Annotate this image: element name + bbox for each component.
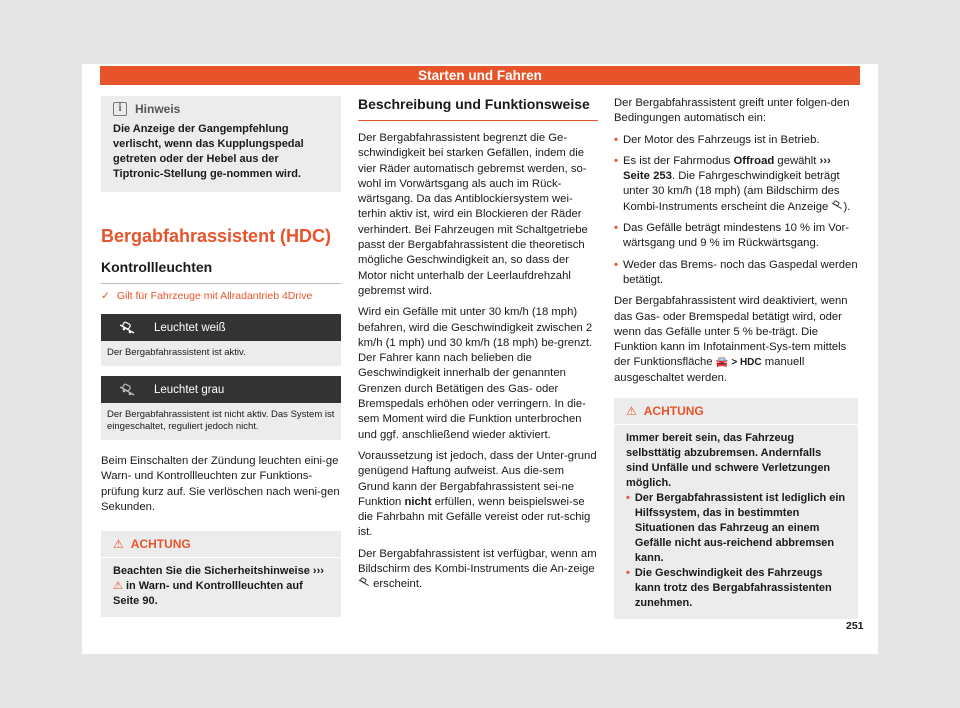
column-right — [614, 96, 858, 619]
checkmark-icon: ✓ — [101, 290, 110, 302]
column-left — [101, 96, 341, 617]
warning-intro: Immer bereit sein, das Fahrzeug selbsttätig abzubremsen. Andernfalls sind Unfälle und schwere Verletzungen möglich. — [626, 432, 831, 490]
list-item: • Der Motor des Fahrzeugs ist in Betrieb. — [614, 133, 820, 146]
deactivation-paragraph: Der Bergabfahrassistent wird deaktiviert, wenn das Gas- oder Bremspedal betätigt wird, oder wenn das Gefälle unter 5 % be-trägt. Die Funktion kann im Infotainment-Sys-tem mittels der Funktionsfläche 🚘 > HDC manuell ausgeschaltet werden. — [614, 295, 848, 384]
ignition-paragraph: Beim Einschalten der Zündung leuchten eini-ge Warn- und Kontrollleuchten zur Funktions-prüfung kurz auf. Sie verlöschen nach weni-gen Sekunden. — [101, 455, 340, 513]
note-text: Die Anzeige der Gangempfehlung verlischt, wenn das Kupplungspedal getreten oder der Hebel aus der Tiptronic-Stellung ge-nommen wird. — [113, 123, 304, 180]
warning-title: ACHTUNG — [130, 537, 191, 552]
lamp-white — [101, 314, 341, 366]
lamp-white-text: Der Bergabfahrassistent ist aktiv. — [101, 341, 341, 366]
list-item: • Es ist der Fahrmodus Offroad gewählt ››› Seite 253. Die Fahrgeschwindigkeit beträgt unter 30 km/h (18 mph) (am Bildschirm des Kombi-Instruments erscheint die Anzeige ). — [614, 154, 851, 213]
note-box — [101, 96, 341, 192]
lamp-grey-text: Der Bergabfahrassistent ist nicht aktiv. Das System ist eingeschaltet, reguliert jedoch nicht. — [101, 403, 341, 440]
chapter-header: Starten und Fahren — [100, 66, 860, 85]
warning-triangle-icon: ⚠ — [626, 404, 637, 419]
warning-triangle-icon: ⚠ — [113, 580, 123, 593]
page-number: 251 — [846, 620, 864, 632]
menu-path: > HDC — [731, 357, 762, 369]
hill-descent-icon — [119, 383, 136, 397]
list-item: • Die Geschwindigkeit des Fahrzeugs kann trotz des Bergabfahrassistenten zunehmen. — [626, 567, 832, 610]
note-title: Hinweis — [135, 102, 181, 116]
subsection-title: Kontrollleuchten — [101, 259, 341, 284]
conditions-intro: Der Bergabfahrassistent greift unter folgen-den Bedingungen automatisch ein: — [614, 97, 850, 125]
hill-descent-icon — [358, 577, 370, 587]
warning-title: ACHTUNG — [643, 404, 704, 419]
hill-descent-icon — [831, 200, 843, 210]
paragraph-2: Wird ein Gefälle mit unter 30 km/h (18 mph) befahren, wird die Geschwindigkeit zwischen 2 km/h (1 mph) und 30 km/h (18 mph) be-grenzt. Der Fahrer kann nach belieben die Geschwindigkeit innerhalb der genannten Grenzen durch Betätigen des Gas- oder Bremspedals erhöhen oder verringern. In die-sem Moment wird die Funktion unterbrochen und ggf. anschließend wieder aktiviert. — [358, 306, 593, 441]
applies-to: ✓ Gilt für Fahrzeuge mit Allradantrieb 4Drive — [101, 290, 313, 302]
info-icon: i — [113, 102, 127, 116]
warning-box: ⚠ ACHTUNG Beachten Sie die Sicherheitshinweise ››› ⚠ in Warn- und Kontrollleuchten auf Seite 90. — [101, 531, 341, 617]
list-item: • Der Bergabfahrassistent ist lediglich ein Hilfssystem, das in bestimmten Situationen das Fahrzeug an einem Gefälle nicht aus-reichend abbremsen kann. — [626, 492, 846, 565]
warning-box — [614, 398, 858, 619]
column-middle — [358, 96, 598, 599]
lamp-grey-title: Leuchtet grau — [154, 383, 225, 396]
list-item: • Weder das Brems- noch das Gaspedal werden betätigt. — [614, 258, 858, 286]
section-title: Bergabfahrassistent (HDC) — [101, 226, 332, 246]
hill-descent-icon — [119, 321, 136, 335]
page-reference-link[interactable]: ››› Seite 253 — [622, 154, 831, 183]
list-item: • Das Gefälle beträgt mindestens 10 % im Vor-wärtsgang und 9 % im Rückwärtsgang. — [614, 222, 850, 250]
paragraph-3: Voraussetzung ist jedoch, dass der Unter-grund genügend Haftung aufweist. Aus die-sem Grund kann der Bergabfahrassistent sei-ne Funktion nicht erfüllen, wenn beispielswei-se die Fahrbahn mit Gefälle vereist oder rut-schig ist. — [358, 449, 597, 539]
paragraph-4: Der Bergabfahrassistent ist verfügbar, wenn am Bildschirm des Kombi-Instruments die An-zeige erscheint. — [358, 547, 597, 591]
description-title: Beschreibung und Funktionsweise — [358, 96, 598, 121]
warning-triangle-icon: ⚠ — [113, 537, 124, 552]
lamp-grey — [101, 376, 341, 440]
paragraph-1: Der Bergabfahrassistent begrenzt die Ge-schwindigkeit bei starken Gefällen, indem die vier Räder automatisch gebremst werden, so-wohl im Vorwärtsgang als auch im Rück-wärtsgang. Da das Antiblockiersystem wei-terhin aktiv ist, wird ein Blockieren der Räder verhindert. Bei Fahrzeugen mit Schaltgetriebe passt der Bergabfahrassistent die theoretisch mögliche Geschwindigkeit an, so dass der Motor nicht unterhalb der Leerlaufdrehzahl gebremst wird. — [358, 132, 588, 297]
car-menu-icon: 🚘 — [715, 357, 729, 369]
lamp-white-title: Leuchtet weiß — [154, 321, 226, 334]
